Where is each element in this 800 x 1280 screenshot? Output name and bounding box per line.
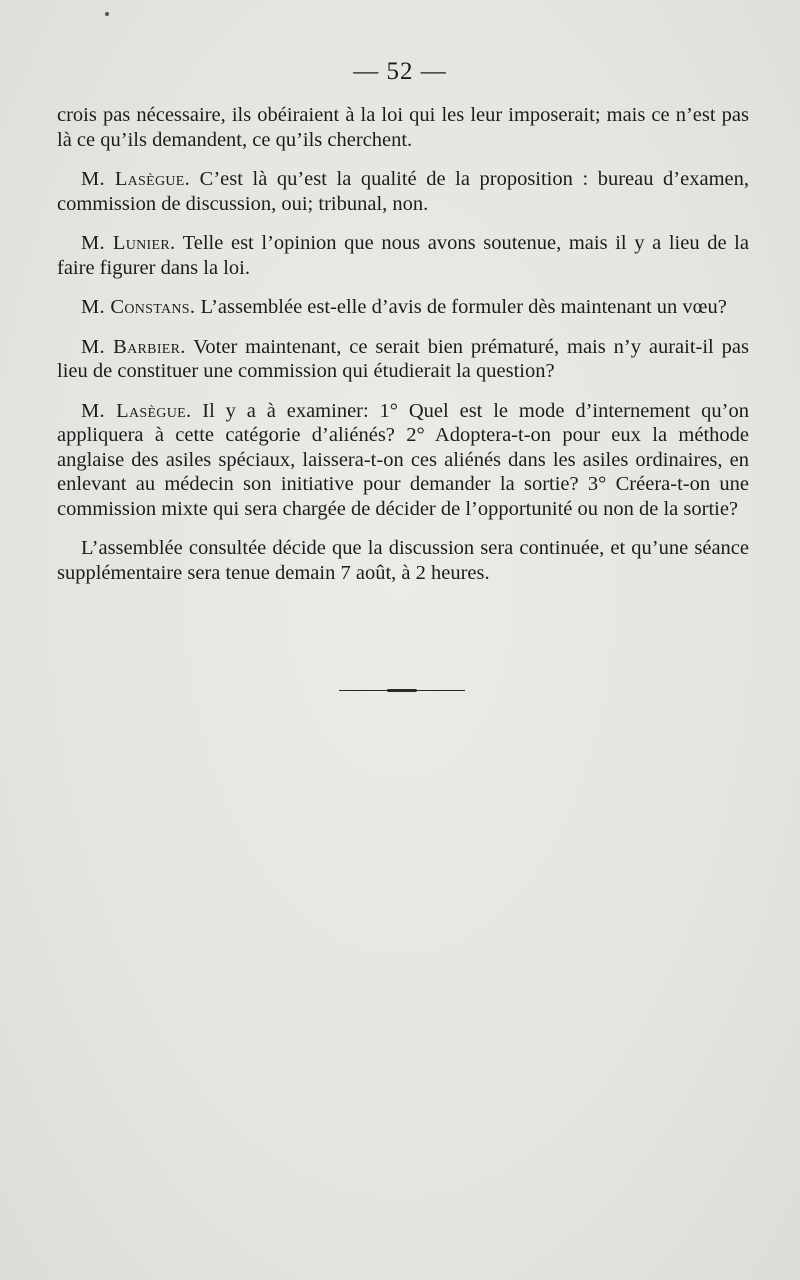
paragraph-text: C’est là qu’est la qualité de la proposition : bureau d’examen, commission de discussion, oui; tribunal, non. [57,168,749,215]
paragraph-text: L’assemblée consultée décide que la discussion sera continuée, et qu’une séance supplémentaire sera tenue demain 7 août, à 2 heures. [57,537,749,584]
paragraph-text: Telle est l’opinion que nous avons soutenue, mais il y a lieu de la faire figurer dans la loi. [57,232,749,279]
paragraph [57,103,749,152]
speaker-name: M. Lasègue. [81,399,192,422]
speaker-name: M. Barbier. [81,335,186,358]
paragraph [57,399,749,522]
paragraph-text: L’assemblée est-elle d’avis de formuler dès maintenant un vœu? [195,296,727,318]
paragraph-text: Il y a à examiner: 1° Quel est le mode d’internement qu’on appliquera à cette catégorie d’aliénés? 2° Adoptera-t-on pour eux la méthode anglaise des asiles spéciaux, laissera-t-on ces aliénés dans les asiles ordinaires, en enlevant au médecin son initiative pour demander la sortie? 3° Créera-t-on une commission mixte qui sera chargée de décider de l’opportunité ou non de la sortie? [57,399,749,520]
speaker-name: M. Lunier. [81,232,176,254]
ink-speck [105,12,109,16]
paragraph [57,536,749,585]
body-text [57,103,749,600]
section-end-rule [339,690,465,691]
paragraph-text: Voter maintenant, ce serait bien prématuré, mais n’y aurait-il pas lieu de constituer une commission qui étudierait la question? [57,335,749,382]
paragraph [57,335,749,384]
page-number: — 52 — [353,58,447,85]
speaker-name: M. Constans. [81,296,196,318]
speaker-name: M. Lasègue. [81,168,191,190]
paragraph [57,295,749,320]
paragraph-text: crois pas nécessaire, ils obéiraient à la loi qui les leur imposerait; mais ce n’est pas là ce qu’ils demandent, ce qu’ils cherchent. [57,104,749,151]
paragraph [57,231,749,280]
paragraph [57,167,749,216]
